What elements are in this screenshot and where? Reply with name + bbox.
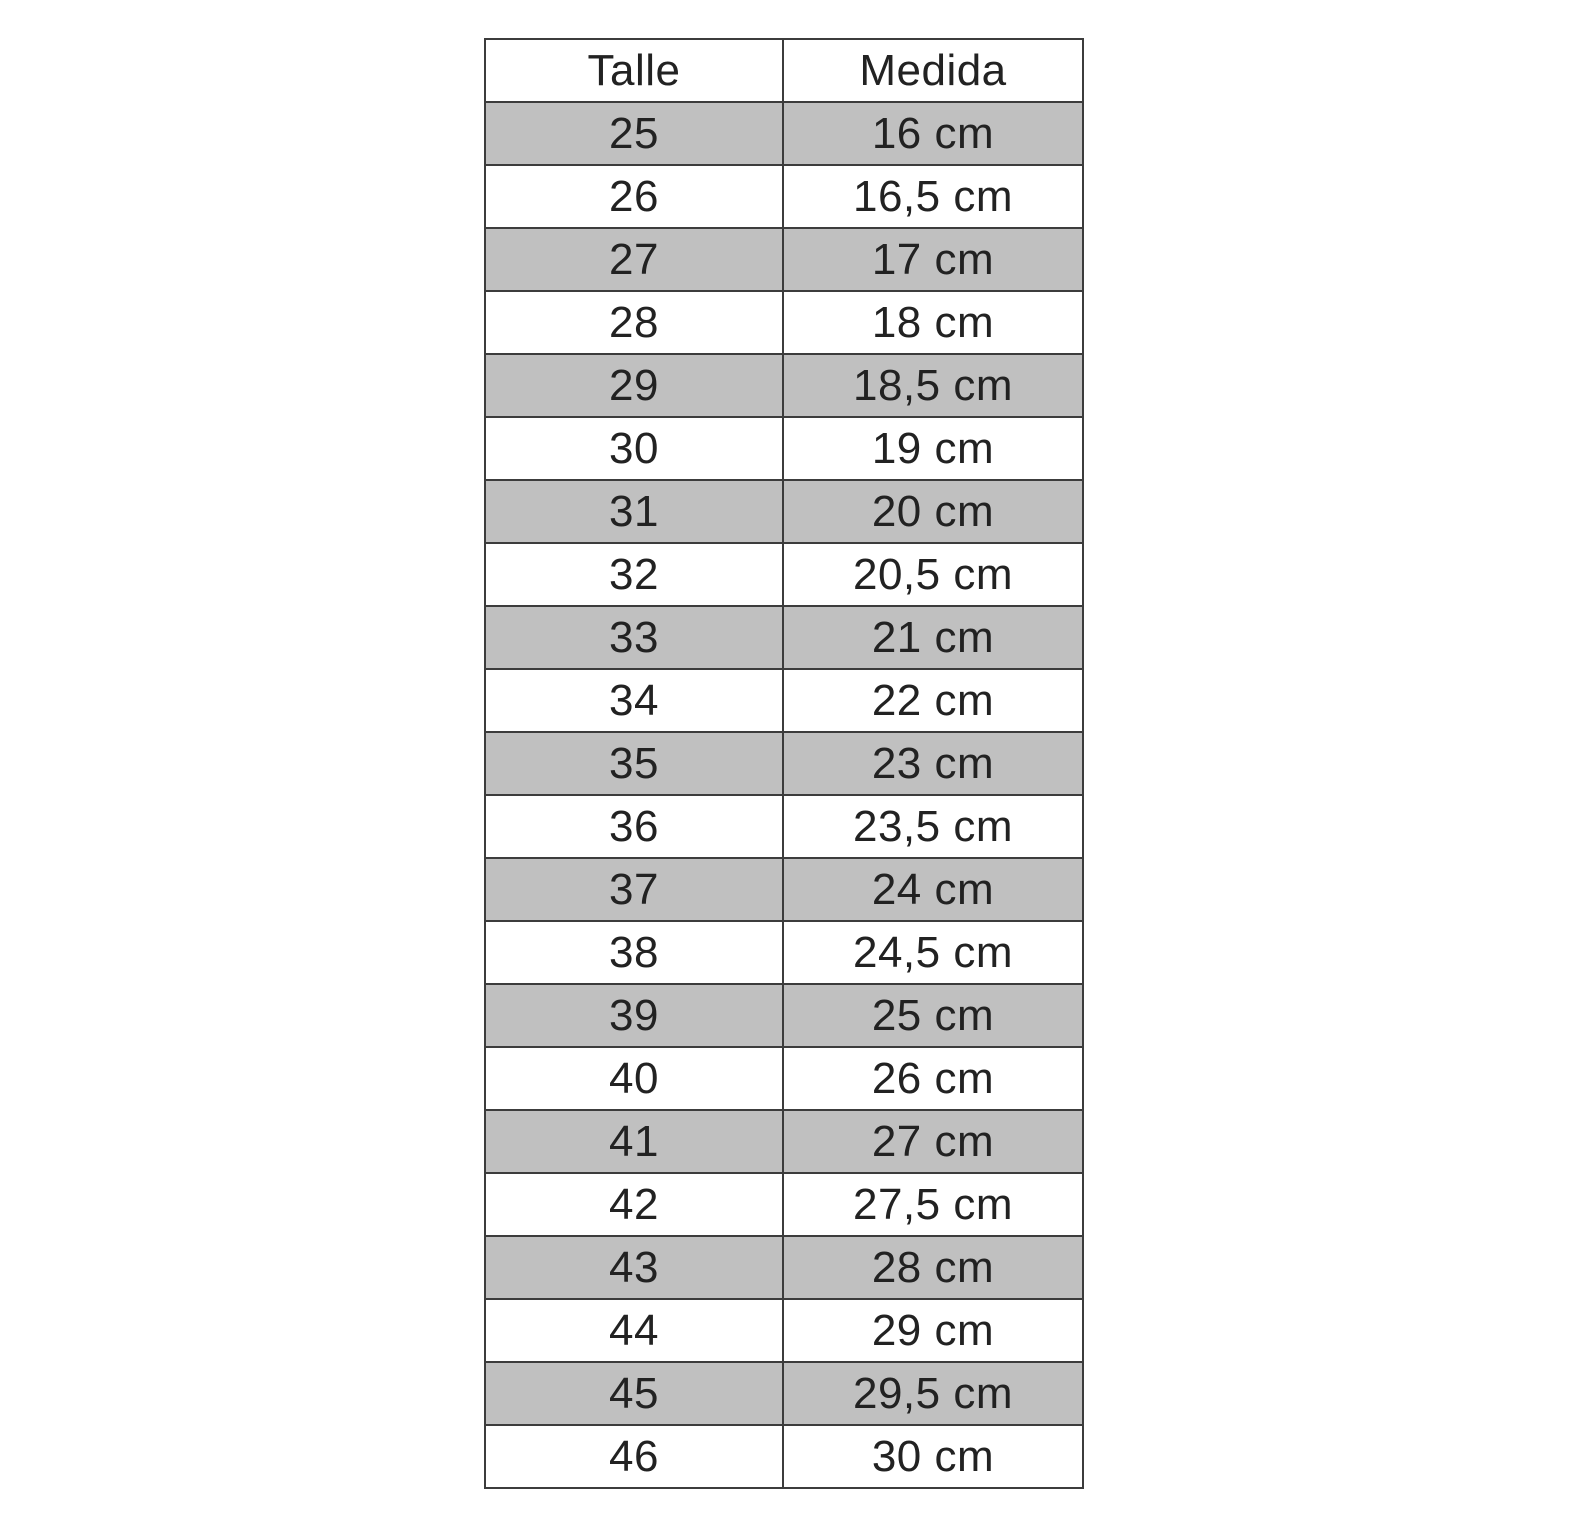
cell-medida: 25 cm	[783, 984, 1083, 1047]
size-chart-table	[484, 38, 1084, 1489]
table-row	[485, 858, 1083, 921]
cell-talle: 39	[485, 984, 783, 1047]
table-row	[485, 1173, 1083, 1236]
cell-talle: 45	[485, 1362, 783, 1425]
table-row	[485, 291, 1083, 354]
cell-medida: 21 cm	[783, 606, 1083, 669]
cell-medida: 28 cm	[783, 1236, 1083, 1299]
cell-talle: 32	[485, 543, 783, 606]
cell-talle: 38	[485, 921, 783, 984]
table-row	[485, 417, 1083, 480]
cell-medida: 19 cm	[783, 417, 1083, 480]
cell-talle: 37	[485, 858, 783, 921]
table-row	[485, 921, 1083, 984]
table-row	[485, 669, 1083, 732]
cell-medida: 24 cm	[783, 858, 1083, 921]
table-row	[485, 606, 1083, 669]
cell-medida: 20,5 cm	[783, 543, 1083, 606]
cell-talle: 26	[485, 165, 783, 228]
cell-medida: 17 cm	[783, 228, 1083, 291]
cell-medida: 16,5 cm	[783, 165, 1083, 228]
table-row	[485, 984, 1083, 1047]
cell-talle: 33	[485, 606, 783, 669]
cell-talle: 46	[485, 1425, 783, 1488]
table-row	[485, 1110, 1083, 1173]
cell-talle: 35	[485, 732, 783, 795]
table-row	[485, 543, 1083, 606]
cell-talle: 43	[485, 1236, 783, 1299]
cell-talle: 41	[485, 1110, 783, 1173]
cell-medida: 27,5 cm	[783, 1173, 1083, 1236]
table-row	[485, 1362, 1083, 1425]
table-row	[485, 1047, 1083, 1110]
table-row	[485, 102, 1083, 165]
cell-talle: 25	[485, 102, 783, 165]
cell-medida: 23,5 cm	[783, 795, 1083, 858]
table-row	[485, 165, 1083, 228]
table-row	[485, 228, 1083, 291]
cell-medida: 29 cm	[783, 1299, 1083, 1362]
table-row	[485, 732, 1083, 795]
cell-talle: 28	[485, 291, 783, 354]
cell-talle: 42	[485, 1173, 783, 1236]
table-header	[485, 39, 1083, 102]
table-body	[485, 102, 1083, 1488]
header-row	[485, 39, 1083, 102]
table-row	[485, 1236, 1083, 1299]
cell-medida: 23 cm	[783, 732, 1083, 795]
cell-talle: 40	[485, 1047, 783, 1110]
cell-talle: 36	[485, 795, 783, 858]
cell-medida: 22 cm	[783, 669, 1083, 732]
cell-medida: 30 cm	[783, 1425, 1083, 1488]
cell-talle: 31	[485, 480, 783, 543]
cell-talle: 29	[485, 354, 783, 417]
cell-medida: 29,5 cm	[783, 1362, 1083, 1425]
cell-medida: 18 cm	[783, 291, 1083, 354]
cell-talle: 44	[485, 1299, 783, 1362]
cell-talle: 27	[485, 228, 783, 291]
table-row	[485, 480, 1083, 543]
table-row	[485, 795, 1083, 858]
cell-medida: 18,5 cm	[783, 354, 1083, 417]
cell-medida: 16 cm	[783, 102, 1083, 165]
cell-medida: 27 cm	[783, 1110, 1083, 1173]
table-row	[485, 354, 1083, 417]
table-row	[485, 1299, 1083, 1362]
table-row	[485, 1425, 1083, 1488]
cell-medida: 24,5 cm	[783, 921, 1083, 984]
cell-talle: 30	[485, 417, 783, 480]
cell-talle: 34	[485, 669, 783, 732]
cell-medida: 20 cm	[783, 480, 1083, 543]
header-medida: Medida	[783, 39, 1083, 102]
cell-medida: 26 cm	[783, 1047, 1083, 1110]
header-talle: Talle	[485, 39, 783, 102]
